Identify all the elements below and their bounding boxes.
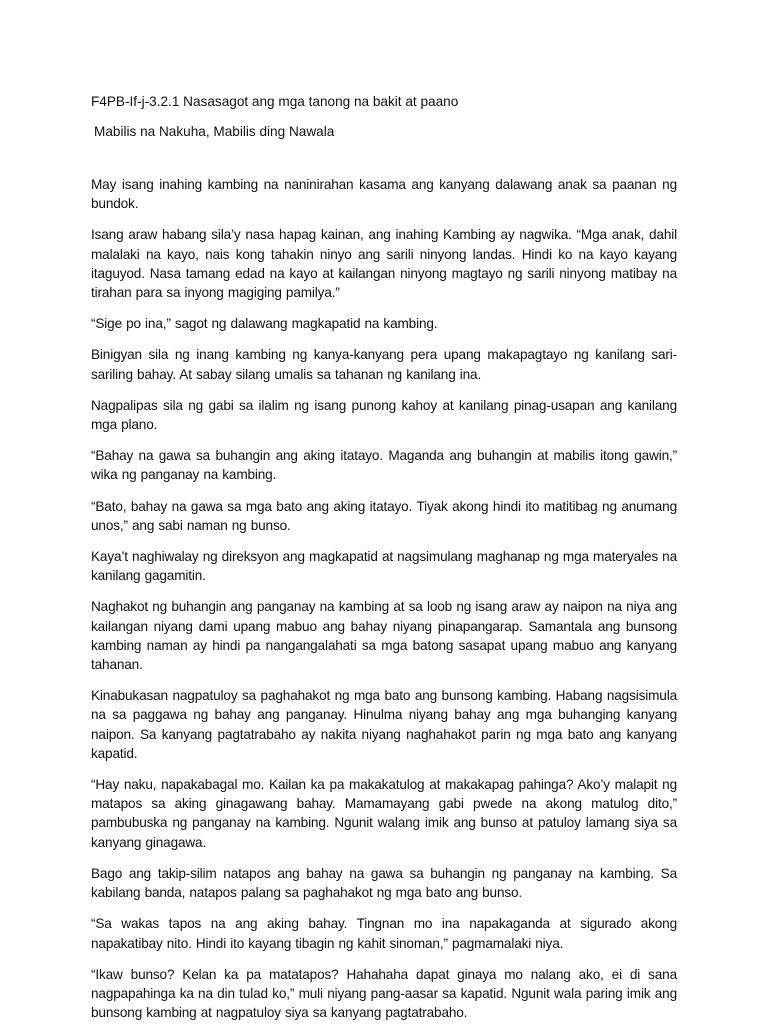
paragraph-5: Nagpalipas sila ng gabi sa ilalim ng isang punong kahoy at kanilang pinag-usapan ang kanilang mga plano. — [91, 397, 677, 433]
paragraph-8: Kaya’t naghiwalay ng direksyon ang magkapatid at nagsimulang maghanap ng mga materyales na kanilang gagamitin. — [91, 549, 677, 584]
paragraph-2: Isang araw habang sila’y nasa hapag kainan, ang inahing Kambing ay nagwika. “Mga anak, dahil malalaki na kayo, nais kong tahakin ninyo ang sarili ninyong landas. Hindi ko na kayo kayang itaguyod. Nasa tamang edad na kayo at kailangan ninyong magtayo ng sarili ninyong matibay na tirahan para sa inyong magiging pamilya.” — [91, 227, 677, 301]
paragraph-10: Kinabukasan nagpatuloy sa paghahakot ng mga bato ang bunsong kambing. Habang nagsisimula na sa paggawa ng bahay ang panganay. Hinulma niyang bahay ang mga buhanging kanyang naipon. Sa kanyang pagtatrabaho ay nakita niyang naghahakot parin ng mga bato ang kanyang kapatid. — [91, 688, 677, 761]
paragraph-7: “Bato, bahay na gawa sa mga bato ang aking itatayo. Tiyak akong hindi ito matitibag ng anumang unos,” ang sabi naman ng bunso. — [91, 498, 677, 533]
paragraph-6: “Bahay na gawa sa buhangin ang aking itatayo. Maganda ang buhangin at mabilis itong gawin,” wika ng panganay na kambing. — [91, 448, 677, 483]
paragraph-9: Naghakot ng buhangin ang panganay na kambing at sa loob ng isang araw ay naipon na niya ang kailangan niyang dami upang mabuo ang bahay niyang pinapangarap. Samantala ang bunsong kambing naman ay hindi pa nangangalahati sa mga batong sasapat upang mabuo ang kanyang tahanan. — [91, 599, 677, 673]
paragraph-14: “Ikaw bunso? Kelan ka pa matatapos? Hahahaha dapat ginaya mo nalang ako, ei di sana nagpapahinga ka na din tulad ko,” muli niyang pang-aasar sa kapatid. Ngunit wala paring imik ang bunsong kambing at nagpatuloy siya sa kanyang pagtatrabaho. — [91, 966, 677, 1021]
paragraph-11: “Hay naku, napakabagal mo. Kailan ka pa makakatulog at makakapag pahinga? Ako’y malapit ng matapos sa aking ginagawang bahay. Mamamayang gabi pwede na akong matulog dito,” pambubuska ng panganay na kambing. Ngunit walang imik ang bunso at patuloy lamang siya sa kanyang ginagawa. — [91, 777, 677, 850]
paragraph-1: May isang inahing kambing na naninirahan kasama ang kanyang dalawang anak sa paanan ng bundok. — [91, 177, 677, 212]
learning-code-line: F4PB-If-j-3.2.1 Nasasagot ang mga tanong na bakit at paano — [91, 94, 459, 109]
paragraph-12: Bago ang takip-silim natapos ang bahay na gawa sa buhangin ng panganay na kambing. Sa kabilang banda, natapos palang sa paghahakot ng mga bato ang bunso. — [91, 865, 677, 901]
document-body — [91, 92, 677, 1034]
paragraph-4: Binigyan sila ng inang kambing ng kanya-kanyang pera upang makapagtayo ng kanilang sari-sariling bahay. At sabay silang umalis sa tahanan ng kanilang ina. — [91, 347, 677, 382]
paragraph-3: “Sige po ina,” sagot ng dalawang magkapatid na kambing. — [91, 316, 438, 332]
paragraph-13: “Sa wakas tapos na ang aking bahay. Tingnan mo ina napakaganda at sigurado akong napakatibay nito. Hindi ito kayang tibagin ng kahit sinoman,” pagmamalaki niya. — [91, 916, 677, 951]
story-title: Mabilis na Nakuha, Mabilis ding Nawala — [94, 124, 335, 139]
